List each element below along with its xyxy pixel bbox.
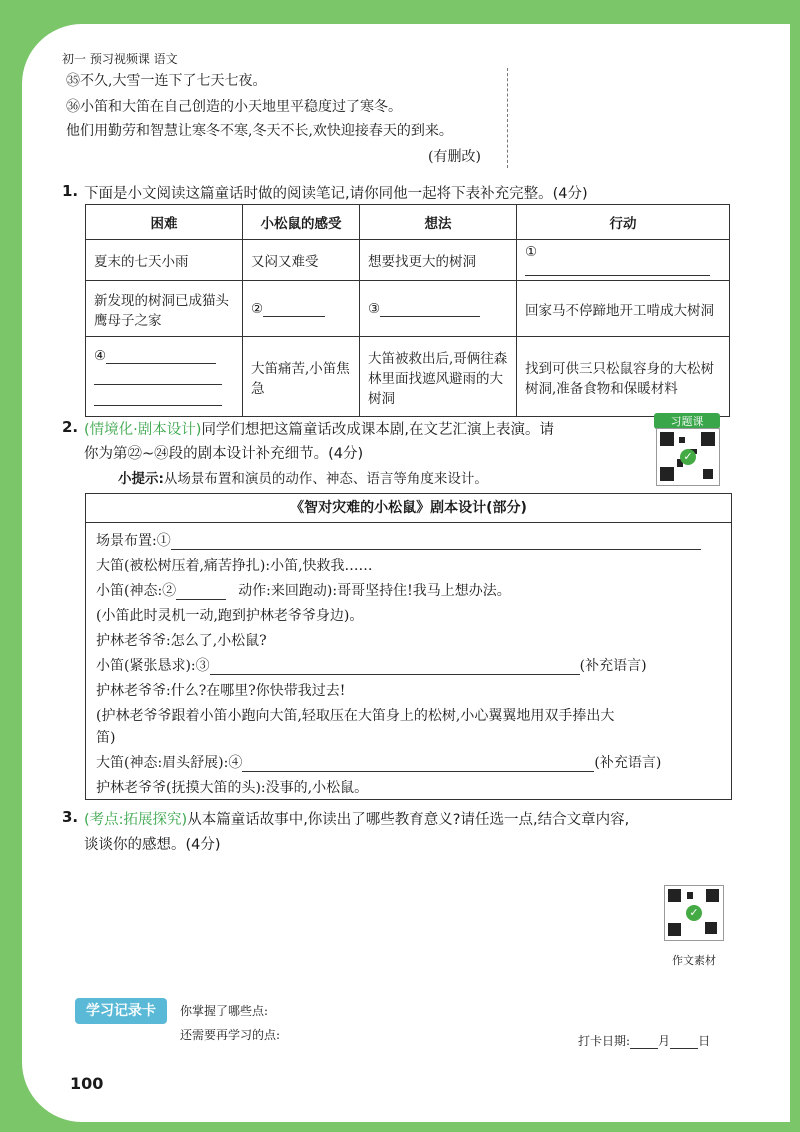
table-cell-blank[interactable] — [360, 281, 517, 337]
answer-blank[interactable] — [242, 757, 594, 772]
month-blank[interactable] — [630, 1034, 658, 1049]
hint-text: 从场景布置和演员的动作、神态、语言等角度来设计。 — [163, 471, 488, 487]
question-1-text: 下面是小文阅读这篇童话时做的阅读笔记,请你同他一起将下表补充完整。(4分) — [84, 186, 588, 202]
table-cell: 找到可供三只松鼠容身的大松树树洞,准备食物和保暖材料 — [517, 337, 730, 417]
answer-blank[interactable] — [94, 391, 222, 406]
question-2-line-1 — [84, 418, 554, 439]
question-2-text: 同学们想把这篇童话改成课本剧,在文艺汇演上表演。请 — [201, 422, 555, 438]
study-record-badge: 学习记录卡 — [75, 998, 167, 1024]
page-header: 初一 预习视频课 语文 — [62, 52, 178, 66]
script-line — [96, 530, 701, 550]
qr-finder — [706, 889, 719, 902]
script-line: 笛) — [96, 730, 116, 746]
qr-finder — [668, 923, 681, 936]
table-header: 小松鼠的感受 — [243, 205, 360, 240]
qr-finder — [660, 467, 674, 481]
script-line-text: (补充语言) — [594, 755, 662, 771]
answer-blank[interactable] — [210, 660, 580, 675]
table-cell: 夏末的七天小雨 — [86, 240, 243, 281]
blank-label: ④ — [94, 347, 107, 364]
table-cell-blank[interactable] — [86, 337, 243, 417]
source-note: (有删改) — [428, 149, 481, 165]
qr-code-writing[interactable] — [664, 885, 724, 941]
script-line: 护林老爷爷:怎么了,小松鼠? — [96, 633, 267, 649]
table-cell: 大笛痛苦,小笛焦急 — [243, 337, 360, 417]
story-paragraph-36: ㊱小笛和大笛在自己创造的小天地里平稳度过了寒冬。 — [66, 99, 402, 115]
qr-finder — [701, 432, 715, 446]
table-header: 困难 — [86, 205, 243, 240]
qr-caption-writing: 作文素材 — [672, 954, 716, 967]
script-line: 大笛(被松树压着,痛苦挣扎):小笛,快救我…… — [96, 558, 373, 574]
table-header-row — [86, 205, 730, 240]
table-cell: 回家马不停蹄地开工啃成大树洞 — [517, 281, 730, 337]
script-design-box — [85, 493, 732, 800]
answer-blank[interactable] — [380, 302, 480, 317]
table-cell: 大笛被救出后,哥俩往森林里面找遮风避雨的大树洞 — [360, 337, 517, 417]
table-cell: 新发现的树洞已成猫头鹰母子之家 — [86, 281, 243, 337]
answer-blank[interactable] — [176, 585, 226, 600]
question-tag: (考点:拓展探究) — [84, 812, 188, 828]
answer-blank[interactable] — [525, 261, 710, 276]
day-label: 日 — [698, 1034, 711, 1048]
qr-module — [679, 437, 685, 443]
qr-caption-exercise: 习题课 — [654, 413, 720, 429]
blank-label: ② — [251, 300, 264, 317]
script-line-text: (补充语言) — [579, 658, 647, 674]
table-row — [86, 337, 730, 417]
hint-label: 小提示: — [118, 471, 164, 487]
qr-finder — [668, 889, 681, 902]
question-tag: (情境化·剧本设计) — [84, 422, 202, 438]
question-2-number: 2. — [62, 418, 79, 436]
question-2-line-2: 你为第㉒~㉔段的剧本设计补充细节。(4分) — [84, 446, 364, 462]
qr-code-exercise[interactable] — [656, 428, 720, 486]
mastered-points-label: 你掌握了哪些点: — [180, 1004, 269, 1018]
script-line: 护林老爷爷:什么?在哪里?你快带我过去! — [96, 683, 346, 699]
table-cell: 又闷又难受 — [243, 240, 360, 281]
check-in-date — [578, 1032, 710, 1049]
qr-module — [703, 469, 713, 479]
check-icon: ✓ — [686, 905, 702, 921]
script-line-text: 大笛(神态:眉头舒展):④ — [96, 755, 243, 771]
table-row — [86, 281, 730, 337]
qr-module — [705, 922, 717, 934]
script-line — [96, 655, 647, 675]
table-row — [86, 240, 730, 281]
script-line — [96, 580, 511, 600]
page-number: 100 — [70, 1074, 104, 1093]
question-3-text: 从本篇童话故事中,你读出了哪些教育意义?请任选一点,结合文章内容, — [187, 812, 630, 828]
hint-line — [118, 467, 488, 487]
table-header: 行动 — [517, 205, 730, 240]
answer-blank[interactable] — [94, 370, 222, 385]
script-line: (小笛此时灵机一动,跑到护林老爷爷身边)。 — [96, 608, 364, 624]
script-line: (护林老爷爷跟着小笛小跑向大笛,轻取压在大笛身上的松树,小心翼翼地用双手捧出大 — [96, 708, 615, 724]
answer-blank[interactable] — [106, 349, 216, 364]
month-label: 月 — [658, 1034, 671, 1048]
script-line-text: 小笛(紧张恳求):③ — [96, 658, 210, 674]
script-line — [96, 752, 661, 772]
script-line: 护林老爷爷(抚摸大笛的头):没事的,小松鼠。 — [96, 780, 369, 796]
check-icon: ✓ — [680, 449, 696, 465]
question-1-number: 1. — [62, 182, 79, 200]
script-line-text: 动作:来回跑动):哥哥坚持住!我马上想办法。 — [238, 583, 511, 599]
story-paragraph-36-cont: 他们用勤劳和智慧让寒冬不寒,冬天不长,欢快迎接春天的到来。 — [66, 123, 453, 139]
script-line-text: 小笛(神态:② — [96, 583, 177, 599]
divider-line — [507, 68, 508, 168]
blank-label: ① — [525, 244, 538, 260]
day-blank[interactable] — [670, 1034, 698, 1049]
answer-blank[interactable] — [263, 302, 325, 317]
story-paragraph-35: ㉟不久,大雪一连下了七天七夜。 — [66, 73, 267, 89]
answer-blank[interactable] — [171, 535, 701, 550]
qr-module — [687, 892, 693, 899]
review-points-label: 还需要再学习的点: — [180, 1028, 281, 1042]
script-line-text: 场景布置:① — [96, 533, 171, 549]
question-3-line-1 — [84, 808, 629, 829]
question-3-number: 3. — [62, 808, 79, 826]
table-cell-blank[interactable] — [517, 240, 730, 281]
date-prefix: 打卡日期: — [578, 1034, 631, 1048]
question-3-line-2: 谈谈你的感想。(4分) — [84, 837, 221, 853]
table-cell: 想要找更大的树洞 — [360, 240, 517, 281]
reading-notes-table — [85, 204, 730, 417]
table-cell-blank[interactable] — [243, 281, 360, 337]
qr-finder — [660, 432, 674, 446]
table-header: 想法 — [360, 205, 517, 240]
blank-label: ③ — [368, 300, 381, 317]
script-title: 《智对灾难的小松鼠》剧本设计(部分) — [86, 494, 731, 523]
